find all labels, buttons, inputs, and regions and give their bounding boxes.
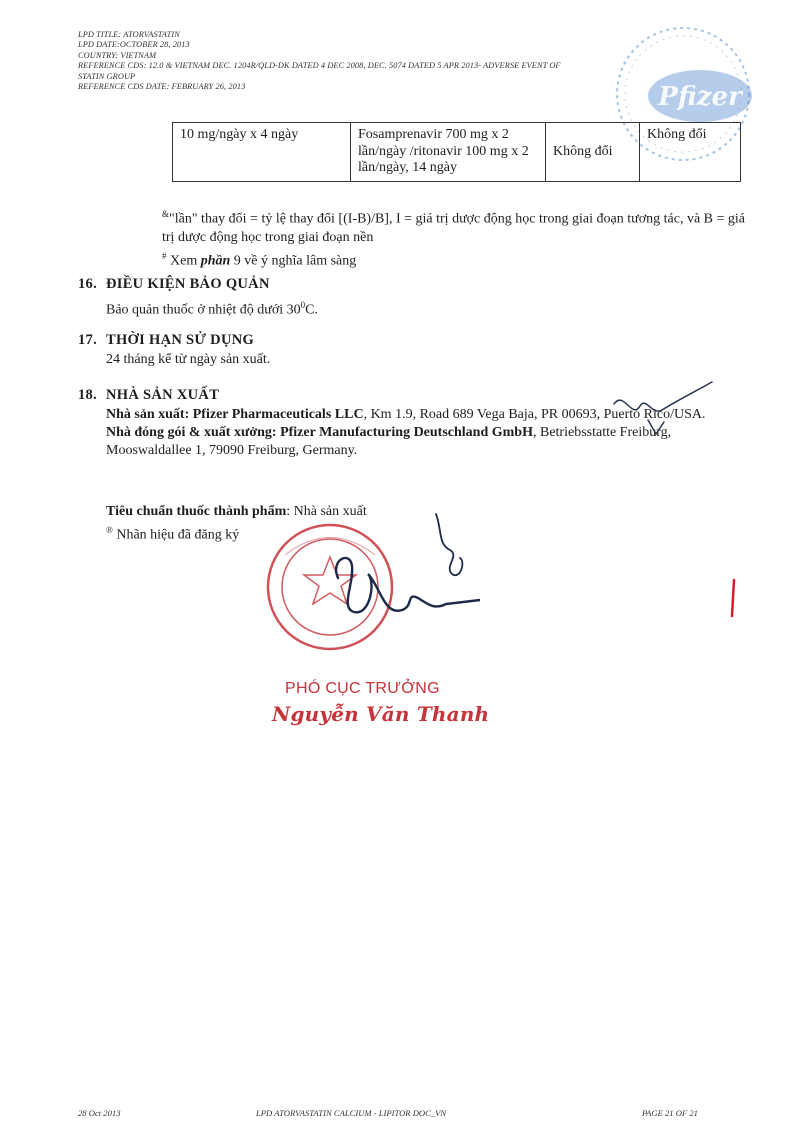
section-16-body: Bảo quản thuốc ở nhiệt độ dưới $30^0C$. (106, 300, 318, 318)
footer-page-number: PAGE 21 OF 21 (642, 1108, 698, 1118)
footnote-mark: # (162, 250, 167, 261)
section-17-body: 24 tháng kể từ ngày sản xuất. (106, 352, 271, 367)
footnote-fold-change (162, 205, 752, 247)
section-17-heading: 17. THỜI HẠN SỬ DỤNG (78, 332, 255, 348)
document-header (78, 30, 561, 92)
manufacturer-line: Nhà sản xuất: Pfizer Pharmaceuticals LLC, Km 1.9, Road 689 Vega Baja, PR 00693, Puerto Rico/USA. (106, 407, 706, 422)
table-cell: Không đổi (546, 123, 640, 182)
official-name: Nguyễn Văn Thanh (272, 702, 490, 726)
footnote-text: "lần" thay đổi = tỷ lệ thay đổi [(I-B)/B], I = giá trị dược động học trong giai đoạn tương tác, và B = giá trị dược động học trong giai đoạn nền (162, 211, 745, 245)
header-line: STATIN GROUP (78, 71, 136, 81)
section-18-heading: 18. NHÀ SẢN XUẤT (78, 387, 220, 403)
footnote-mark: & (162, 209, 170, 219)
table-footnotes (162, 205, 752, 270)
initial-signature (608, 380, 718, 440)
header-line: COUNTRY: VIETNAM (78, 50, 157, 60)
footer-date: 28 Oct 2013 (78, 1108, 121, 1118)
header-line: REFERENCE CDS DATE: FEBRUARY 26, 2013 (78, 82, 246, 92)
footnote-see-section: # Xem phần 9 về ý nghĩa lâm sàng (162, 250, 357, 269)
header-line: LPD DATE:OCTOBER 28, 2013 (78, 40, 190, 50)
pfizer-logo: Pfizer (658, 82, 742, 112)
interaction-table (172, 122, 741, 182)
table-cell: Không đổi (640, 123, 741, 182)
footer-document: LPD ATORVASTATIN CALCIUM - LIPITOR DOC_VN (256, 1108, 447, 1118)
section-16-heading: 16. ĐIỀU KIỆN BẢO QUẢN (78, 276, 270, 292)
header-line: REFERENCE CDS: 12.0 & VIETNAM DEC. 1204R/QLD-DK DATED 4 DEC 2008, DEC. 5074 DATED 5 APR 2013- ADVERSE EVENT OF (78, 61, 561, 71)
official-title: PHÓ CỤC TRƯỞNG (285, 680, 440, 697)
table-row (173, 123, 741, 182)
packager-line: Nhà đóng gói & xuất xưởng: Pfizer Manufacturing Deutschland GmbH, Betriebsstatte Freiburg, Mooswaldallee 1, 79090 Freiburg, Germany. (106, 425, 672, 458)
table-cell: 10 mg/ngày x 4 ngày (173, 123, 351, 182)
table-cell: Fosamprenavir 700 mg x 2 lần/ngày /ritonavir 100 mg x 2 lần/ngày, 14 ngày (351, 123, 546, 182)
product-standard: Tiêu chuẩn thuốc thành phẩm: Nhà sản xuất ® Nhãn hiệu đã đăng ký (106, 504, 367, 543)
header-line: LPD TITLE: ATORVASTATIN (78, 30, 180, 39)
red-pen-mark (728, 578, 738, 618)
handwritten-signature (310, 500, 480, 640)
